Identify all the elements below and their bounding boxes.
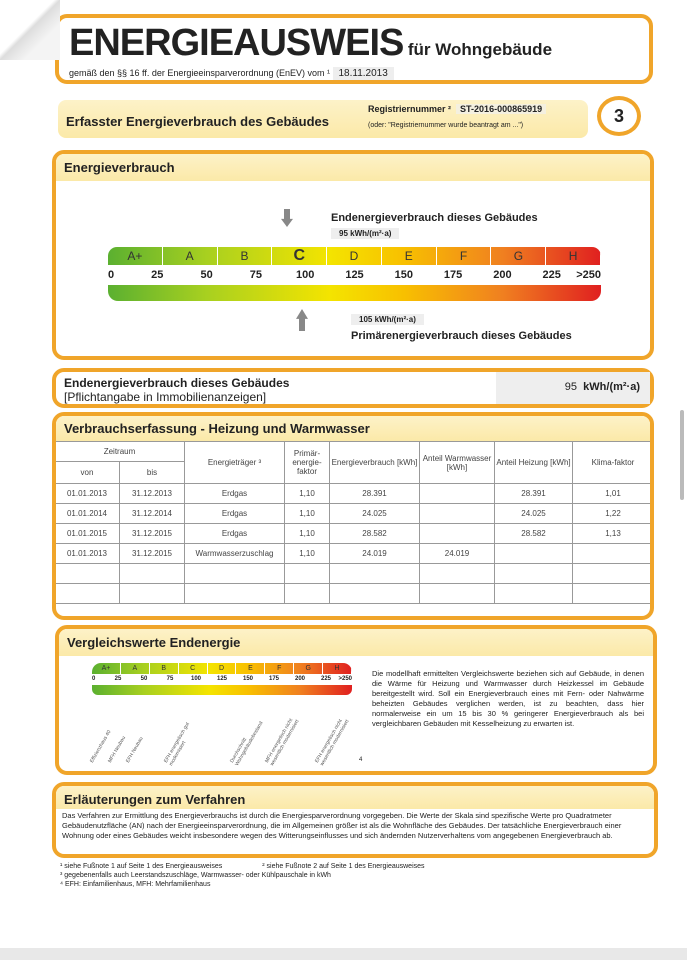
table-cell: 31.12.2015 (120, 524, 185, 544)
table-cell: 31.12.2015 (120, 544, 185, 564)
class-d: D (208, 663, 237, 674)
table-cell (285, 564, 330, 584)
pflicht-sub: [Pflichtangabe in Immobilienanzeigen] (64, 390, 267, 404)
scale-tick: 150 (394, 269, 413, 281)
scale-tick: 175 (443, 269, 463, 281)
table-cell (420, 584, 495, 604)
reference-label: Effizienzhaus 40 (89, 729, 113, 764)
header-traeger: Energieträger ³ (185, 442, 285, 484)
table-cell (55, 584, 120, 604)
comparison-tick: 200 (294, 676, 306, 682)
end-label: Endenergieverbrauch dieses Gebäudes (331, 212, 538, 224)
comparison-tick: 225 (320, 676, 332, 682)
energieverbrauch-title: Energieverbrauch (56, 154, 650, 181)
table-cell (495, 564, 573, 584)
reference-label: EFH Neubau (125, 735, 145, 764)
class-d: D (327, 247, 382, 265)
class-g: G (491, 247, 546, 265)
table-cell (120, 564, 185, 584)
footnote-4: ⁴ EFH: Einfamilienhaus, MFH: Mehrfamilienhaus (60, 881, 211, 888)
class-f: F (437, 247, 492, 265)
header-faktor: Primär-energie-faktor (285, 442, 330, 484)
comparison-tick: 125 (216, 676, 228, 682)
table-cell: 31.12.2013 (120, 484, 185, 504)
class-c: C (179, 663, 208, 674)
reg-label: Registriernummer ² (368, 104, 452, 114)
scale-ticks (108, 269, 601, 283)
arrow-down-icon (281, 209, 293, 227)
scale-tick: 125 (345, 269, 364, 281)
table-cell: 1,01 (573, 484, 654, 504)
reference-label: Durchschnitt Wohngebäudebestand (229, 720, 265, 767)
reference-label: EFH energetisch gut modernisiert (163, 721, 191, 767)
class-e: E (236, 663, 265, 674)
scale-tick: 25 (151, 269, 164, 281)
table-cell: Warmwasserzuschlag (185, 544, 285, 564)
table-cell: 1,10 (285, 504, 330, 524)
erlaeuterung-box (52, 782, 658, 858)
footnote-mark-4: 4 (359, 757, 363, 763)
table-cell: 24.025 (495, 504, 573, 524)
table-cell (330, 564, 420, 584)
erlaeuterung-text: Das Verfahren zur Ermittlung des Energieverbrauchs ist durch die Energiesparverordnung vorgegeben. Die Werte der Skala sind spezifische Werte pro Quadratmeter Gebäudenutzfläche (AN) nach der Energieeinsparverordnung, die im Allgemeinen größer ist als die Wohnfläche des Gebäudes. Der tatsächliche Energieverbrauch einer Wohnung oder eines Gebäudes weicht insbesondere wegen des Witterungseinflusses und sich ändernden Nutzerverhaltens vom angegebenen Energieverbrauch ab. (62, 811, 622, 840)
table-cell (120, 584, 185, 604)
table-cell (330, 584, 420, 604)
reference-label: MFH Neubau (107, 735, 128, 764)
reg-note: (oder: "Registriernummer wurde beantragt am ...") (368, 122, 524, 129)
class-e: E (382, 247, 437, 265)
document-title: ENERGIEAUSWEIS (69, 22, 404, 64)
document-subtitle: für Wohngebäude (407, 40, 553, 59)
comparison-tick: >250 (338, 676, 352, 682)
arrow-up-icon (296, 309, 308, 331)
table-cell (573, 564, 654, 584)
table-cell: 1,22 (573, 504, 654, 524)
table-row (55, 484, 654, 504)
table-cell: Erdgas (185, 524, 285, 544)
table-row (55, 524, 654, 544)
table-cell (420, 504, 495, 524)
energieverbrauch-box (52, 150, 654, 360)
reference-label: MFH energetisch nicht wesentlich modernisiert (264, 717, 301, 767)
comparison-scale (92, 663, 352, 674)
class-c: C (272, 247, 327, 265)
header-von: von (55, 462, 120, 484)
end-value: 95 kWh/(m²·a) (331, 228, 399, 239)
comparison-tick: 100 (190, 676, 202, 682)
table-cell: 1,10 (285, 524, 330, 544)
enev-date: 18.11.2013 (333, 67, 394, 80)
title-box (55, 14, 653, 84)
table-cell: 24.019 (420, 544, 495, 564)
pflicht-box (52, 368, 654, 408)
bottom-strip (0, 948, 687, 960)
comparison-gradient-bar (92, 685, 352, 695)
table-row (55, 544, 654, 564)
scale-tick: 75 (249, 269, 263, 281)
class-b: B (218, 247, 273, 265)
comparison-tick: 25 (114, 676, 122, 682)
table-row (55, 584, 654, 604)
scrollbar[interactable] (680, 410, 684, 500)
primary-value: 105 kWh/(m²·a) (351, 314, 424, 325)
footnote-1: ¹ siehe Fußnote 1 auf Seite 1 des Energieausweises (60, 863, 223, 870)
vergleich-title: Vergleichswerte Endenergie (59, 629, 653, 656)
header-heizung: Anteil Heizung [kWh] (495, 442, 573, 484)
scale-tick: 100 (296, 269, 315, 281)
table-cell: 1,10 (285, 484, 330, 504)
table-cell (495, 584, 573, 604)
table-cell: 01.01.2015 (55, 524, 120, 544)
table-cell: 28.582 (495, 524, 573, 544)
class-a: A (121, 663, 150, 674)
page-number-badge: 3 (597, 96, 641, 136)
footnote-2: ² siehe Fußnote 2 auf Seite 1 des Energieausweises (262, 863, 425, 870)
reg-value: ST-2016-000865919 (456, 104, 546, 114)
class-h: H (546, 247, 601, 265)
table-cell (285, 584, 330, 604)
table-cell (495, 544, 573, 564)
vergleich-text: Die modellhaft ermittelten Vergleichswerte beziehen sich auf Gebäude, in denen die Wärme für Heizung und Warmwasser durch Heizkessel im Gebäude bereitgestellt wird. Soll ein Energieverbrauch eines mit Fern- oder Nahwärme beheizten Gebäudes verglichen werden, ist zu beachten, dass hier normalerweise ein um 15 bis 30 % geringerer Energieverbrauch als bei vergleichbaren Gebäuden mit Kesselheizung zu erwarten ist. (372, 669, 644, 728)
verbrauch-title: Verbrauchserfassung - Heizung und Warmwasser (56, 416, 650, 441)
enev-text: gemäß den §§ 16 ff. der Energieeinsparverordnung (EnEV) vom ¹ (69, 68, 330, 78)
table-cell (573, 544, 654, 564)
class-a-plus: A+ (108, 247, 163, 265)
class-g: G (294, 663, 323, 674)
verbrauch-table (54, 441, 654, 604)
comparison-tick: 175 (268, 676, 280, 682)
table-cell (420, 524, 495, 544)
gradient-bar (108, 285, 601, 301)
pflicht-label: Endenergieverbrauch dieses Gebäudes (64, 376, 290, 390)
table-cell (420, 564, 495, 584)
header-klima: Klima-faktor (573, 442, 654, 484)
comparison-tick: 75 (166, 676, 174, 682)
comparison-tick: 50 (140, 676, 148, 682)
header-verbrauch: Energieverbrauch [kWh] (330, 442, 420, 484)
efficiency-class-scale (108, 247, 601, 265)
page-curl (0, 0, 60, 60)
pflicht-unit: kWh/(m²·a) (583, 381, 640, 393)
comparison-tick: 0 (92, 676, 96, 682)
scale-tick: >250 (576, 269, 601, 281)
verbrauch-box (52, 412, 654, 620)
table-cell: Erdgas (185, 484, 285, 504)
class-b: B (150, 663, 179, 674)
table-cell: 28.391 (330, 484, 420, 504)
table-cell: 28.582 (330, 524, 420, 544)
header-zeitraum: Zeitraum (55, 442, 185, 462)
table-cell: 1,10 (285, 544, 330, 564)
scale-tick: 200 (493, 269, 512, 281)
table-cell: 01.01.2013 (55, 544, 120, 564)
section-header (58, 100, 588, 138)
header-ww: Anteil Warmwasser [kWh] (420, 442, 495, 484)
comparison-tick: 150 (242, 676, 254, 682)
table-cell: Erdgas (185, 504, 285, 524)
table-cell (420, 484, 495, 504)
table-cell (185, 584, 285, 604)
table-cell: 24.019 (330, 544, 420, 564)
table-cell: 31.12.2014 (120, 504, 185, 524)
erlaeuterung-title: Erläuterungen zum Verfahren (56, 786, 654, 809)
vergleich-box (55, 625, 657, 775)
header-bis: bis (120, 462, 185, 484)
table-cell (185, 564, 285, 584)
section-title: Erfasster Energieverbrauch des Gebäudes (66, 114, 330, 129)
scale-tick: 50 (200, 269, 213, 281)
table-cell: 1,13 (573, 524, 654, 544)
table-cell (55, 564, 120, 584)
table-row (55, 504, 654, 524)
table-row (55, 564, 654, 584)
table-cell (573, 584, 654, 604)
class-a-plus: A+ (92, 663, 121, 674)
class-h: H (323, 663, 352, 674)
pflicht-value: 95 (564, 381, 578, 393)
scale-tick: 0 (108, 269, 115, 281)
table-cell: 01.01.2014 (55, 504, 120, 524)
primary-label: Primärenergieverbrauch dieses Gebäudes (351, 330, 572, 342)
class-f: F (265, 663, 294, 674)
class-a: A (163, 247, 218, 265)
table-cell: 01.01.2013 (55, 484, 120, 504)
footnote-3: ³ gegebenenfalls auch Leerstandszuschläge, Warmwasser- oder Kühlpauschale in kWh (60, 872, 331, 879)
scale-tick: 225 (542, 269, 561, 281)
table-cell: 24.025 (330, 504, 420, 524)
reference-label: EFH energetisch nicht wesentlich modernisiert (314, 718, 351, 767)
table-cell: 28.391 (495, 484, 573, 504)
